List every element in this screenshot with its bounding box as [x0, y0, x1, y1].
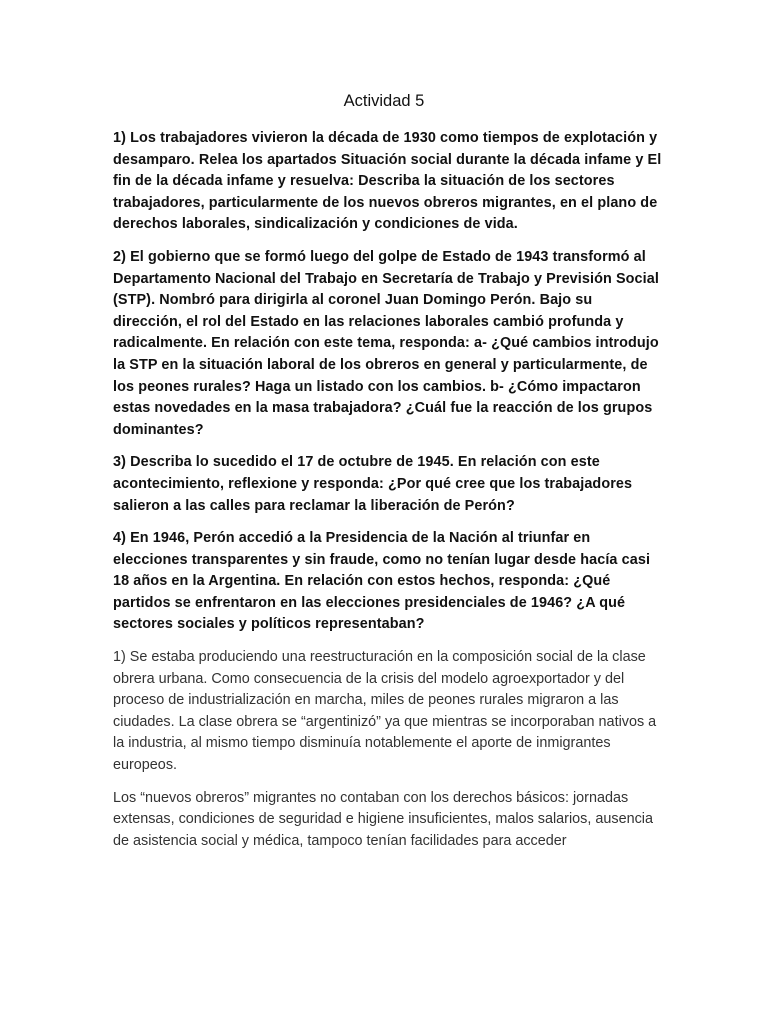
question-3: 3) Describa lo sucedido el 17 de octubre de 1945. En relación con este acontecimiento, reflexione y responda: ¿Por qué cree que los trabajadores salieron a las calles para reclamar la liberación de Perón?: [113, 454, 633, 514]
answer-1-continued: Los “nuevos obreros” migrantes no contaban con los derechos básicos: jornadas extensas, condiciones de seguridad e higiene insuficientes, malos salarios, ausencia de asistencia social y médica, tampoco tenían facilidades para acceder: [113, 789, 653, 849]
question-2: 2) El gobierno que se formó luego del golpe de Estado de 1943 transformó al Departamento Nacional del Trabajo en Secretaría de Trabajo y Previsión Social (STP). Nombró para dirigirla al coronel Juan Domingo Perón. Bajo su dirección, el rol del Estado en las relaciones laborales cambió profunda y radicalmente. En relación con este tema, responda: a- ¿Qué cambios introdujo la STP en la situación laboral de los obreros en general y particularmente, de los peones rurales? Haga un listado con los cambios. b- ¿Cómo impactaron estas novedades en la masa trabajadora? ¿Cuál fue la reacción de los grupos dominantes?: [113, 248, 659, 438]
answer-1: 1) Se estaba produciendo una reestructuración en la composición social de la clase obrera urbana. Como consecuencia de la crisis del modelo agroexportador y del proceso de industrialización en marcha, miles de peones rurales migraron a las ciudades. La clase obrera se “argentinizó” ya que mientras se incorporaban nativos a la industria, al mismo tiempo disminuía notablemente el aporte de inmigrantes europeos.: [113, 649, 657, 774]
document-body: [113, 128, 665, 863]
document-title: Actividad 5: [343, 92, 425, 110]
question-1: 1) Los trabajadores vivieron la década de 1930 como tiempos de explotación y desamparo. Relea los apartados Situación social durante la década infame y El fin de la década infame y resuelva: Describa la situación de los sectores trabajadores, particularmente de los nuevos obreros migrantes, en el plano de derechos laborales, sindicalización y condiciones de vida.: [113, 130, 662, 233]
question-4: 4) En 1946, Perón accedió a la Presidencia de la Nación al triunfar en elecciones transparentes y sin fraude, como no tenían lugar desde hacía casi 18 años en la Argentina. En relación con estos hechos, responda: ¿Qué partidos se enfrentaron en las elecciones presidenciales de 1946? ¿A qué sectores sociales y políticos representaban?: [113, 530, 651, 633]
